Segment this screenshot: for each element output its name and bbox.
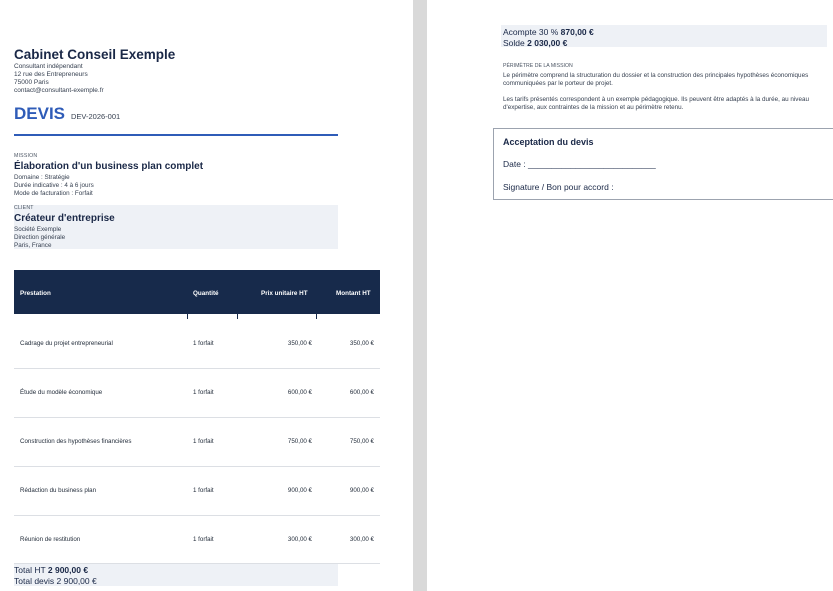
row-5-montant: 300,00 € — [349, 536, 374, 543]
row-4-prix: 900,00 € — [287, 487, 312, 494]
company-tagline: Consultant indépendant — [14, 63, 83, 70]
scope-section-label: PÉRIMÈTRE DE LA MISSION — [503, 63, 573, 69]
company-street: 12 rue des Entrepreneurs — [14, 71, 88, 78]
row-5-quantite: 1 forfait — [193, 536, 214, 543]
row-divider — [14, 368, 380, 369]
row-1-quantite: 1 forfait — [193, 340, 214, 347]
mission-duration: Durée indicative : 4 à 6 jours — [14, 182, 94, 189]
quote-page-2 — [427, 0, 833, 591]
client-department: Direction générale — [14, 234, 66, 241]
balance-value: 2 030,00 € — [527, 38, 568, 48]
row-3-prix: 750,00 € — [287, 438, 312, 445]
row-divider — [14, 515, 380, 516]
deposit-value: 870,00 € — [560, 27, 594, 37]
client-section-label: CLIENT — [14, 205, 34, 211]
total-devis — [14, 576, 97, 586]
column-divider — [187, 314, 188, 319]
quote-page-1 — [0, 0, 413, 591]
total-ht-value: 2 900,00 € — [47, 565, 89, 575]
acceptance-signature: Signature / Bon pour accord : — [503, 182, 614, 192]
deposit-line — [503, 27, 594, 37]
row-2-quantite: 1 forfait — [193, 389, 214, 396]
row-3-quantite: 1 forfait — [193, 438, 214, 445]
row-4-prestation: Rédaction du business plan — [20, 487, 97, 494]
total-ht — [14, 565, 88, 575]
row-4-montant: 900,00 € — [349, 487, 374, 494]
quote-title: DEVIS — [14, 104, 66, 123]
row-3-prestation: Construction des hypothèses financières — [20, 438, 132, 445]
scope-paragraph-2: Les tarifs présentés correspondent à un exemple pédagogique. Ils peuvent être adaptés à la durée, au niveau d'expertise, aux contraintes de la mission et au périmètre retenu. — [503, 96, 809, 111]
total-devis-label: Total devis — [14, 576, 55, 586]
total-devis-value: 2 900,00 € — [56, 576, 97, 586]
company-name: Cabinet Conseil Exemple — [14, 47, 176, 62]
column-divider — [316, 314, 317, 319]
header-montant: Montant HT — [336, 290, 371, 297]
row-2-prix: 600,00 € — [287, 389, 312, 396]
mission-billing: Mode de facturation : Forfait — [14, 190, 93, 197]
row-5-prestation: Réunion de restitution — [20, 536, 81, 543]
mission-title: Élaboration d'un business plan complet — [14, 161, 204, 172]
company-email: contact@consultant-exemple.fr — [14, 87, 104, 94]
header-quantite: Quantité — [193, 290, 219, 297]
client-location: Paris, France — [14, 242, 52, 249]
client-panel — [14, 205, 338, 249]
row-divider — [14, 466, 380, 467]
row-2-prestation: Étude du modèle économique — [20, 389, 103, 396]
mission-domain: Domaine : Stratégie — [14, 174, 70, 181]
client-company: Société Exemple — [14, 226, 62, 233]
row-5-prix: 300,00 € — [287, 536, 312, 543]
balance-line — [503, 38, 567, 48]
balance-label: Solde — [503, 38, 525, 48]
header-divider — [14, 134, 338, 136]
client-name: Créateur d'entreprise — [14, 213, 115, 224]
deposit-label: Acompte 30 % — [503, 27, 559, 37]
row-1-prix: 350,00 € — [287, 340, 312, 347]
header-prix-unitaire: Prix unitaire HT — [261, 290, 308, 297]
row-1-prestation: Cadrage du projet entrepreneurial — [20, 340, 113, 347]
scope-paragraph-1: Le périmètre comprend la structuration du dossier et la construction des principales hypothèses économiques communiquées par le porteur de projet. — [503, 72, 809, 87]
quote-number: DEV-2026-001 — [71, 112, 121, 121]
row-3-montant: 750,00 € — [349, 438, 374, 445]
acceptance-title: Acceptation du devis — [503, 137, 594, 147]
row-1-montant: 350,00 € — [349, 340, 374, 347]
row-2-montant: 600,00 € — [349, 389, 374, 396]
column-divider — [237, 314, 238, 319]
acceptance-date: Date : ___________________________ — [503, 159, 656, 169]
row-divider — [14, 417, 380, 418]
mission-section-label: MISSION — [14, 153, 38, 159]
total-ht-label: Total HT — [14, 565, 46, 575]
company-city: 75000 Paris — [14, 79, 49, 86]
row-4-quantite: 1 forfait — [193, 487, 214, 494]
header-prestation: Prestation — [20, 290, 51, 297]
